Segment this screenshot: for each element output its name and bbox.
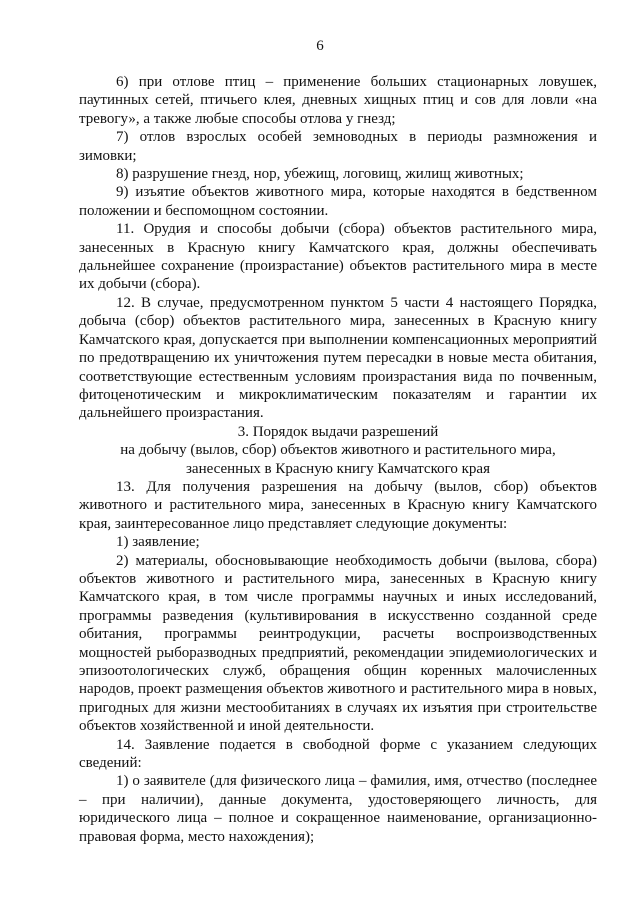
section-heading-line-2: на добычу (вылов, сбор) объектов животного и растительного мира, xyxy=(120,442,556,459)
page-number: 6 xyxy=(316,38,324,54)
list-item-7: 7) отлов взрослых особей земноводных в периоды размножения и зимовки; xyxy=(79,129,597,164)
section-heading-line-1: 3. Порядок выдачи разрешений xyxy=(237,423,439,440)
section-heading xyxy=(79,423,597,478)
list-item-6: 6) при отлове птиц – применение больших стационарных ловушек, паутинных сетей, птичьего клея, дневных хищных птиц и сов для ловли «на тревогу», а также любые способы отлова у гнезд; xyxy=(79,74,597,127)
clause-14: 14. Заявление подается в свободной форме с указанием следующих сведений: xyxy=(79,736,597,772)
list-item-8: 8) разрушение гнезд, нор, убежищ, логовищ, жилищ животных; xyxy=(116,166,524,183)
list-item-9: 9) изъятие объектов животного мира, которые находятся в бедственном положении и беспомощном состоянии. xyxy=(79,184,597,219)
document-body xyxy=(79,73,597,846)
clause-11: 11. Орудия и способы добычи (сбора) объектов растительного мира, занесенных в Красную книгу Камчатского края, должны обеспечивать дальнейшее сохранение (произрастание) объектов растительного мира в месте их добычи (сбора). xyxy=(79,221,597,293)
list-item-2: 2) материалы, обосновывающие необходимость добычи (вылова, сбора) объектов животного и растительного мира, занесенных в Красную книгу Камчатского края, в том числе программы научных и иных исследований, программы разведения (культивирования в искусственно созданной среде обитания, программы реинтродукции, расчеты воспроизводственных мощностей рыборазводных предприятий, рекомендации эпидемиологических и эпизоотологических служб, обращения общин коренных малочисленных народов, проект размещения объектов животного и растительного мира в новых, пригодных для жизни местообитаниях в случаях их изъятия при строительстве объектов хозяйственной и иной деятельности. xyxy=(79,552,597,735)
section-heading-line-3: занесенных в Красную книгу Камчатского края xyxy=(186,460,490,477)
list-item-1: 1) заявление; xyxy=(116,534,200,551)
applicant-info-item: 1) о заявителе (для физического лица – фамилия, имя, отчество (последнее – при наличии), данные документа, удостоверяющего личность, для юридического лица – полное и сокращенное наименование, организационно-правовая форма, место нахождения); xyxy=(79,773,597,845)
clause-13: 13. Для получения разрешения на добычу (вылов, сбор) объектов животного и растительного мира, занесенных в Красную книгу Камчатского края, заинтересованное лицо представляет следующие документы: xyxy=(79,478,597,532)
clause-12: 12. В случае, предусмотренном пунктом 5 части 4 настоящего Порядка, добыча (сбор) объектов растительного мира, занесенных в Красную книгу Камчатского края, допускается при выполнении компенсационных мероприятий по предотвращению их уничтожения путем пересадки в новые места обитания, соответствующие естественным условиям произрастания вида по почвенным, фитоценотическим и микроклиматическим показателям и гарантии их дальнейшего произрастания. xyxy=(79,294,597,422)
